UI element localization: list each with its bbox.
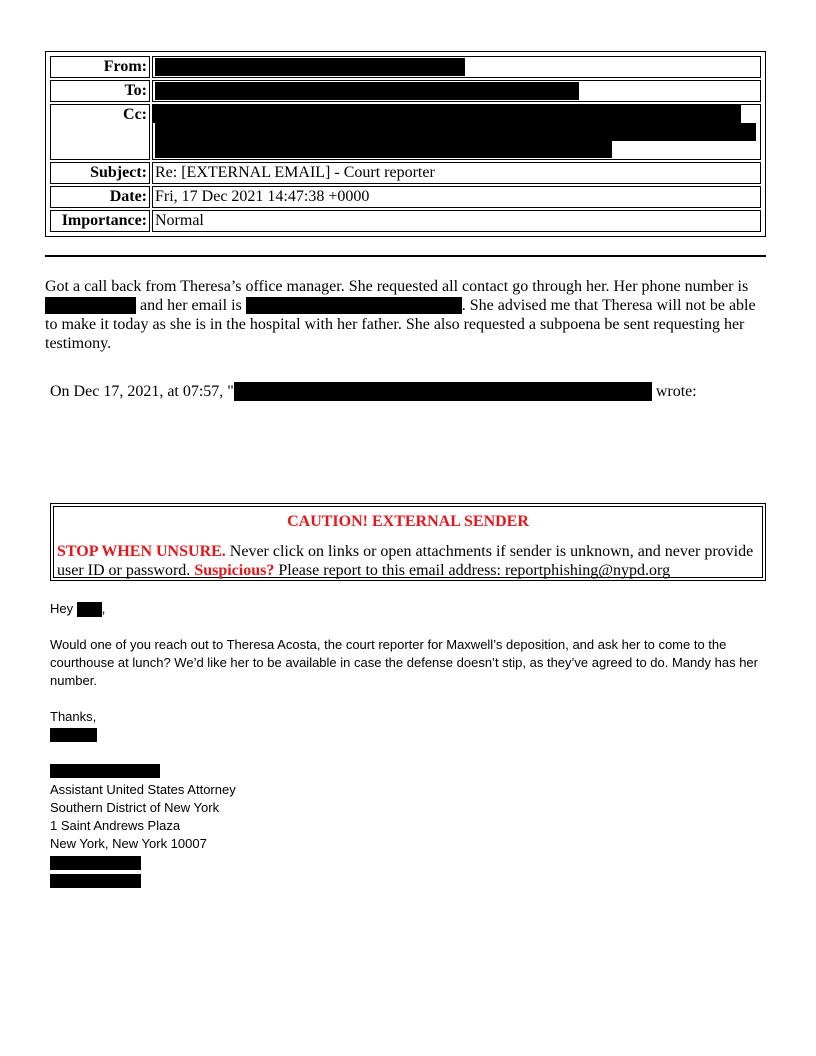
to-value bbox=[152, 80, 761, 102]
date-value: Fri, 17 Dec 2021 14:47:38 +0000 bbox=[152, 186, 761, 208]
redaction-block bbox=[50, 856, 141, 870]
caution-title: CAUTION! EXTERNAL SENDER bbox=[287, 513, 529, 530]
reply-line: to make it today as she is in the hospital with her father. She also requested a subpoena be sent requesting her bbox=[45, 316, 745, 333]
signoff: Thanks, bbox=[50, 708, 97, 742]
to-row bbox=[50, 80, 761, 102]
redaction-block bbox=[45, 297, 136, 314]
subject-label: Subject: bbox=[50, 162, 150, 184]
to-label: To: bbox=[50, 80, 150, 102]
suspicious-label: Suspicious? bbox=[194, 562, 275, 579]
signature-address-1: 1 Saint Andrews Plaza bbox=[50, 818, 181, 833]
cc-label: Cc: bbox=[50, 104, 150, 160]
reply-line: Got a call back from Theresa’s office manager. She requested all contact go through her. Her phone number is bbox=[45, 278, 749, 295]
redaction-block bbox=[153, 105, 741, 123]
caution-text: STOP WHEN UNSURE. Never click on links or open attachments if sender is unknown, and never provide user ID or password. Suspicious? Please report to this email address: reportphishing@nypd.org bbox=[57, 543, 754, 579]
reply-paragraph bbox=[45, 277, 767, 353]
redaction-block bbox=[77, 602, 102, 617]
from-value bbox=[152, 56, 761, 78]
date-label: Date: bbox=[50, 186, 150, 208]
signature-title: Assistant United States Attorney bbox=[50, 782, 236, 797]
redaction-block bbox=[155, 141, 612, 158]
redaction-block bbox=[50, 874, 141, 888]
redaction-block bbox=[155, 58, 465, 76]
signature-address-2: New York, New York 10007 bbox=[50, 836, 207, 851]
redaction-block bbox=[234, 382, 652, 401]
importance-label: Importance: bbox=[50, 210, 150, 232]
redaction-block bbox=[155, 82, 579, 100]
redaction-block bbox=[50, 764, 160, 778]
signature-office: Southern District of New York bbox=[50, 800, 220, 815]
subject-value: Re: [EXTERNAL EMAIL] - Court reporter bbox=[152, 162, 761, 184]
header-divider bbox=[45, 255, 766, 257]
stop-warning: STOP WHEN UNSURE. bbox=[57, 543, 226, 560]
redaction-block bbox=[155, 123, 756, 141]
email-header-table bbox=[45, 51, 766, 237]
quote-intro: On Dec 17, 2021, at 07:57, " wrote: bbox=[50, 383, 697, 400]
redaction-block bbox=[246, 297, 462, 314]
reply-line: and her email is . She advised me that Theresa will not be able bbox=[45, 296, 767, 315]
from-label: From: bbox=[50, 56, 150, 78]
from-row bbox=[50, 56, 761, 78]
importance-value: Normal bbox=[152, 210, 761, 232]
caution-banner bbox=[50, 503, 766, 581]
reply-line: testimony. bbox=[45, 335, 112, 352]
cc-row bbox=[50, 104, 761, 160]
original-body: Would one of you reach out to Theresa Acosta, the court reporter for Maxwell’s deposition, and ask her to come to the courthouse at lunch? We’d like her to be available in case the defense doesn’t stip, as they’ve agreed to do. Mandy has her number. bbox=[50, 637, 758, 688]
cc-value bbox=[152, 104, 761, 160]
greeting: Hey , bbox=[50, 601, 106, 616]
signature-block bbox=[50, 781, 236, 888]
date-row bbox=[50, 186, 761, 208]
subject-row bbox=[50, 162, 761, 184]
importance-row bbox=[50, 210, 761, 232]
redaction-block bbox=[50, 728, 97, 742]
